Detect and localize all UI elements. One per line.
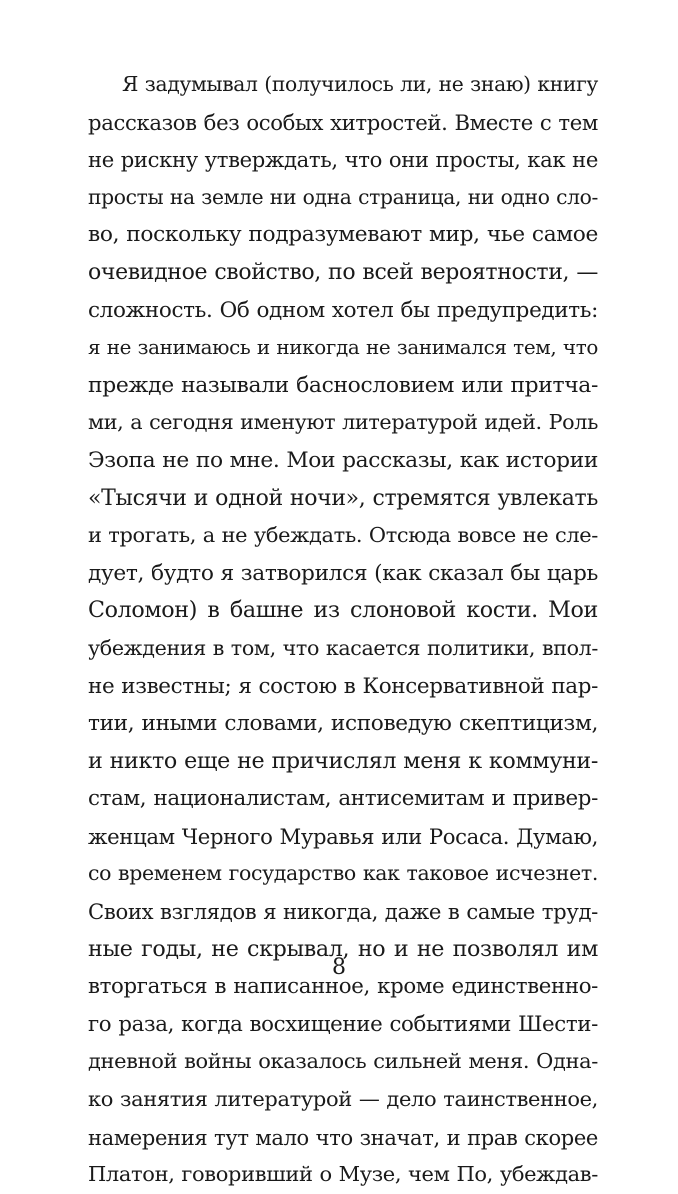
text-line: убеждения в том, что касается политики, впол- bbox=[88, 635, 598, 660]
text-line: во, поскольку подразумевают мир, чье самое bbox=[88, 222, 598, 248]
text-line: сложность. Об одном хотел бы предупредить: bbox=[88, 297, 598, 323]
text-line: рассказов без особых хитростей. Вместе с тем bbox=[88, 109, 598, 135]
text-line: Своих взглядов я никогда, даже в самые труд- bbox=[88, 899, 598, 925]
text-line: дневной войны оказалось сильней меня. Одна- bbox=[88, 1049, 598, 1074]
text-line: женцам Черного Муравья или Росаса. Думаю, bbox=[88, 823, 598, 849]
text-line: ко занятия литературой — дело таинственное, bbox=[88, 1087, 598, 1112]
text-line: и никто еще не причислял меня к коммуни- bbox=[88, 747, 598, 774]
text-line: го раза, когда восхищение событиями Шести- bbox=[88, 1011, 598, 1037]
body-paragraph bbox=[88, 66, 598, 1194]
text-line: очевидное свойство, по всей вероятности, — bbox=[88, 259, 598, 285]
text-line: ные годы, не скрывал, но и не позволял им bbox=[88, 935, 598, 962]
text-line: Платон, говоривший о Музе, чем По, убеждав- bbox=[88, 1162, 598, 1187]
text-line: намерения тут мало что значат, и прав скорее bbox=[88, 1124, 598, 1150]
text-line: Я задумывал (получилось ли, не знаю) книгу bbox=[122, 72, 598, 96]
text-line: ми, а сегодня именуют литературой идей. Роль bbox=[88, 410, 598, 435]
text-line: я не занимаюсь и никогда не занимался тем, что bbox=[88, 336, 598, 360]
text-line: прежде называли баснословием или притча- bbox=[88, 372, 598, 398]
text-line: тии, иными словами, исповедую скептицизм, bbox=[88, 711, 598, 737]
text-line: просты на земле ни одна страница, ни одно сло- bbox=[88, 184, 598, 209]
text-line: со временем государство как таковое исчезнет. bbox=[88, 861, 598, 886]
text-line: Эзопа не по мне. Мои рассказы, как истории bbox=[88, 447, 598, 473]
text-line: Соломон) в башне из слоновой кости. Мои bbox=[88, 597, 598, 624]
text-line: «Тысячи и одной ночи», стремятся увлекать bbox=[88, 485, 598, 511]
page-number: 8 bbox=[332, 955, 346, 980]
text-line: не известны; я состою в Консервативной пар- bbox=[88, 673, 598, 699]
text-line: стам, националистам, антисемитам и привер- bbox=[88, 786, 598, 812]
text-line: не рискну утверждать, что они просты, как не bbox=[88, 147, 598, 173]
text-line: дует, будто я затворился (как сказал бы царь bbox=[88, 560, 598, 586]
text-line: вторгаться в написанное, кроме единственно- bbox=[88, 974, 598, 1000]
text-line: и трогать, а не убеждать. Отсюда вовсе не сле- bbox=[88, 523, 598, 548]
